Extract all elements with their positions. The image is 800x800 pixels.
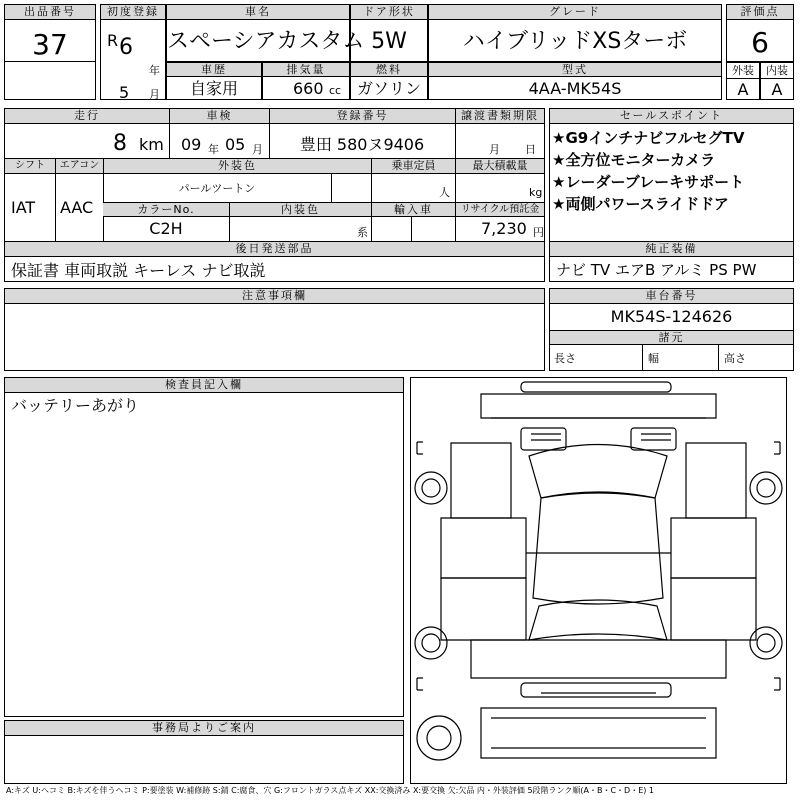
- int-color-unit: 系: [357, 226, 368, 239]
- fuel-label: 燃料: [351, 63, 427, 77]
- reg-number-label: 登録番号: [269, 109, 455, 124]
- first-reg-label: 初度登録: [101, 5, 165, 20]
- displacement-unit: cc: [329, 84, 342, 97]
- lot-label: 出品番号: [5, 5, 95, 20]
- vehicle-info-block: [4, 108, 545, 282]
- exterior-score-cell: [726, 62, 760, 100]
- later-parts-label: 後日発送部品: [5, 242, 544, 257]
- notes-block: [4, 288, 545, 371]
- fuel: ガソリン: [356, 79, 421, 98]
- legend-text: A:キズ U:ヘコミ B:キズを伴うヘコミ P:要塗装 W:補修跡 S:錆 C:腐食、穴 G:フロントガラス点キズ XX:交換済み X:要交換 欠:欠品 内・外装評価 5段階ランク順(A・B・C・D・E) 1: [6, 786, 655, 795]
- car-name-cell: [166, 4, 365, 62]
- capacity-unit: 人: [439, 186, 450, 199]
- max-load-label: 最大積載量: [455, 159, 544, 174]
- office-block: [4, 720, 404, 784]
- interior-score: A: [771, 80, 783, 99]
- interior-label: 内装: [766, 64, 788, 77]
- exterior-score: A: [737, 80, 749, 99]
- sales-points-block: [549, 108, 794, 282]
- sales-point-4: ★両側パワースライドドア: [552, 195, 729, 213]
- width-label: 幅: [648, 352, 659, 365]
- sales-point-1: ★G9インチナビフルセグTV: [552, 129, 745, 147]
- length-label: 長さ: [554, 352, 576, 365]
- first-registration-cell: [100, 4, 166, 100]
- reg-month: 5: [119, 83, 130, 102]
- height-label: 高さ: [724, 352, 746, 365]
- inspection-year-unit: 年: [208, 143, 219, 156]
- recycle-label: リサイクル預託金: [455, 203, 544, 217]
- inspection-year: 09: [181, 135, 202, 154]
- transfer-deadline-label: 譲渡書類期限: [455, 109, 544, 124]
- grade-cell: [428, 4, 722, 62]
- aircon-label: エアコン: [55, 159, 103, 174]
- deadline-day-unit: 日: [525, 143, 536, 156]
- year-unit: 年: [149, 64, 160, 77]
- inspection-label: 車検: [169, 109, 269, 124]
- door-type: 5W: [371, 29, 407, 54]
- max-load-unit: kg: [529, 186, 543, 199]
- era-letter: R: [107, 31, 119, 50]
- office-label: 事務局よりご案内: [5, 721, 403, 736]
- sales-point-2: ★全方位モニターカメラ: [552, 151, 716, 169]
- displacement-label: 排気量: [263, 63, 349, 77]
- car-name-label: 車名: [167, 5, 349, 20]
- reg-year: 6: [119, 35, 133, 60]
- grade: ハイブリッドXSターボ: [462, 29, 688, 54]
- ext-color-label: 外装色: [103, 159, 371, 174]
- color-no: C2H: [149, 219, 183, 238]
- model-label: 型式: [429, 63, 721, 77]
- displacement-cell: [262, 62, 350, 100]
- sales-point-3: ★レーダーブレーキサポート: [552, 173, 745, 191]
- recycle-fee: 7,230: [481, 219, 527, 238]
- model-code: 4AA-MK54S: [528, 79, 622, 98]
- notes-label: 注意事項欄: [5, 289, 544, 304]
- recycle-unit: 円: [533, 226, 544, 239]
- door-label: ドア形状: [351, 5, 427, 20]
- dimensions-label: 諸元: [550, 331, 793, 345]
- score-cell: [726, 4, 794, 62]
- inspector-label: 検査員記入欄: [5, 378, 403, 393]
- mileage-unit: km: [139, 135, 164, 154]
- import-label: 輸入車: [371, 203, 455, 217]
- score: 6: [751, 26, 769, 59]
- ext-color: パールツートン: [178, 182, 256, 195]
- inspection-month-unit: 月: [252, 143, 263, 156]
- capacity-label: 乗車定員: [371, 159, 455, 174]
- history-cell: [166, 62, 262, 100]
- chassis-block: [549, 288, 794, 371]
- car-name: スペーシアカスタム: [167, 29, 365, 54]
- mileage: 8: [113, 131, 127, 156]
- model-cell: [428, 62, 722, 100]
- grade-label: グレード: [429, 5, 721, 20]
- inspector-notes-block: [4, 377, 404, 717]
- shift: IAT: [11, 198, 36, 217]
- displacement: 660: [293, 79, 324, 98]
- exterior-label: 外装: [732, 64, 754, 77]
- interior-score-cell: [760, 62, 794, 100]
- inspector-text: バッテリーあがり: [11, 396, 140, 415]
- score-label: 評価点: [727, 5, 793, 20]
- sales-points-label: セールスポイント: [550, 109, 793, 124]
- fuel-cell: [350, 62, 428, 100]
- chassis-number: MK54S-124626: [610, 307, 733, 326]
- int-color-label: 内装色: [229, 203, 371, 217]
- lot-cell: [4, 4, 96, 100]
- equipment-label: 純正装備: [550, 242, 793, 257]
- aircon: AAC: [60, 198, 94, 217]
- car-damage-diagram: [410, 377, 787, 784]
- inspection-month: 05: [225, 135, 246, 154]
- equipment: ナビ TV エアB アルミ PS PW: [556, 261, 757, 279]
- reg-number: 豊田 580ヌ9406: [299, 135, 425, 154]
- chassis-label: 車台番号: [550, 289, 793, 304]
- later-parts: 保証書 車両取説 キーレス ナビ取説: [11, 261, 266, 280]
- history-label: 車歴: [167, 63, 261, 77]
- lot-number: 37: [32, 28, 68, 61]
- month-unit: 月: [149, 88, 160, 101]
- mileage-label: 走行: [5, 109, 169, 124]
- history: 自家用: [189, 79, 238, 98]
- shift-label: シフト: [5, 159, 55, 174]
- door-cell: [350, 4, 428, 62]
- deadline-month-unit: 月: [489, 143, 500, 156]
- color-no-label: カラーNo.: [103, 203, 229, 217]
